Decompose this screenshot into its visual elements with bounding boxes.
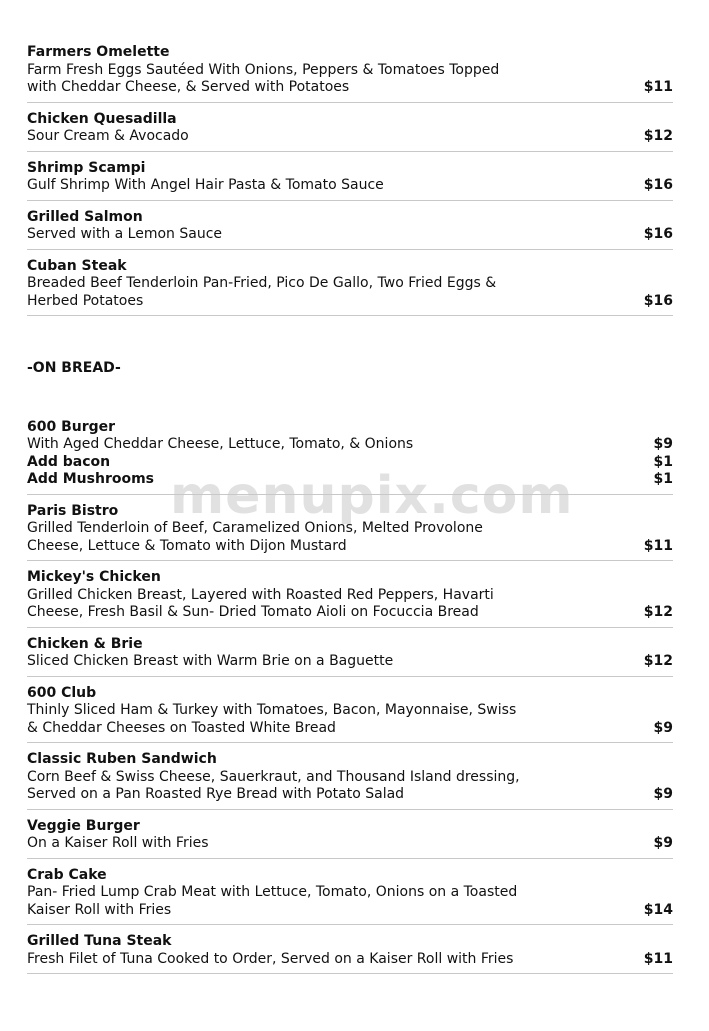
description-line: Kaiser Roll with Fries bbox=[27, 901, 172, 918]
item-price: $16 bbox=[643, 177, 673, 193]
item-price: $12 bbox=[643, 604, 673, 620]
item-price: $9 bbox=[653, 436, 673, 452]
item-name: Crab Cake bbox=[27, 866, 107, 883]
menu-list-bread bbox=[27, 503, 673, 975]
item-price: $12 bbox=[643, 653, 673, 669]
item-price: $9 bbox=[653, 786, 673, 802]
item-description bbox=[27, 226, 644, 244]
description-line: & Cheddar Cheeses on Toasted White Bread bbox=[27, 719, 336, 736]
item-row bbox=[27, 520, 673, 555]
item-name: Mickey's Chicken bbox=[27, 569, 161, 585]
item-price: $14 bbox=[643, 901, 673, 918]
menu-item bbox=[27, 933, 673, 974]
item-price: $12 bbox=[643, 128, 673, 144]
description-line: Cheese, Lettuce & Tomato with Dijon Mustard bbox=[27, 537, 347, 554]
item-price: $16 bbox=[643, 292, 673, 309]
description-line: Sour Cream & Avocado bbox=[27, 128, 189, 144]
item-name: 600 Club bbox=[27, 684, 97, 701]
description-line: Grilled Chicken Breast, Layered with Roasted Red Peppers, Havarti bbox=[27, 586, 494, 603]
item-description bbox=[27, 128, 644, 146]
description-line: Corn Beef & Swiss Cheese, Sauerkraut, and Thousand Island dressing, bbox=[27, 768, 520, 785]
menu-item bbox=[27, 867, 673, 926]
description-line: Breaded Beef Tenderloin Pan-Fried, Pico De Gallo, Two Fried Eggs & bbox=[27, 275, 497, 291]
menu-item bbox=[27, 209, 673, 250]
item-description bbox=[27, 587, 644, 622]
item-row bbox=[27, 769, 673, 804]
menu-item bbox=[27, 751, 673, 810]
description-line: Thinly Sliced Ham & Turkey with Tomatoes, Bacon, Mayonnaise, Swiss bbox=[27, 702, 517, 718]
description-line: Served with a Lemon Sauce bbox=[27, 226, 223, 242]
item-name: Paris Bistro bbox=[27, 502, 119, 519]
item-row bbox=[27, 884, 673, 919]
description-line: Sliced Chicken Breast with Warm Brie on a Baguette bbox=[27, 653, 394, 669]
menu-item bbox=[27, 818, 673, 859]
menu-item bbox=[27, 44, 673, 103]
item-row bbox=[27, 653, 673, 671]
item-name: Cuban Steak bbox=[27, 257, 127, 274]
addon-label: Add bacon bbox=[27, 453, 111, 470]
menu-item bbox=[27, 636, 673, 677]
item-description bbox=[27, 62, 644, 97]
item-description bbox=[27, 951, 644, 969]
item-price: $9 bbox=[653, 835, 673, 851]
item-description bbox=[27, 769, 654, 804]
item-description: With Aged Cheddar Cheese, Lettuce, Tomato, & Onions bbox=[27, 436, 414, 452]
item-price: $16 bbox=[643, 226, 673, 242]
item-row bbox=[27, 835, 673, 853]
item-description bbox=[27, 275, 644, 310]
item-description bbox=[27, 702, 654, 737]
menu-item-600-burger bbox=[27, 419, 673, 495]
item-name: Shrimp Scampi bbox=[27, 159, 146, 176]
item-price: $11 bbox=[643, 950, 673, 967]
description-line: Grilled Tenderloin of Beef, Caramelized Onions, Melted Provolone bbox=[27, 520, 483, 536]
description-line: Pan- Fried Lump Crab Meat with Lettuce, Tomato, Onions on a Toasted bbox=[27, 884, 518, 900]
item-name: Chicken Quesadilla bbox=[27, 110, 177, 127]
item-price: $11 bbox=[643, 79, 673, 95]
addon-price: $1 bbox=[653, 453, 673, 470]
description-line: Served on a Pan Roasted Rye Bread with Potato Salad bbox=[27, 786, 405, 802]
item-row bbox=[27, 436, 673, 454]
description-line: with Cheddar Cheese, & Served with Potatoes bbox=[27, 79, 350, 95]
item-name: 600 Burger bbox=[27, 418, 116, 435]
menu-list-top bbox=[27, 44, 673, 316]
description-line: Fresh Filet of Tuna Cooked to Order, Served on a Kaiser Roll with Fries bbox=[27, 950, 514, 967]
menu-item bbox=[27, 160, 673, 201]
item-row bbox=[27, 177, 673, 195]
item-row bbox=[27, 226, 673, 244]
menu-item bbox=[27, 569, 673, 628]
item-description bbox=[27, 884, 644, 919]
addon-price: $1 bbox=[653, 471, 673, 487]
section-title: -ON BREAD- bbox=[27, 360, 121, 376]
item-name: Grilled Tuna Steak bbox=[27, 933, 172, 949]
item-row bbox=[27, 62, 673, 97]
item-description bbox=[27, 177, 644, 195]
description-line: On a Kaiser Roll with Fries bbox=[27, 835, 209, 851]
item-name: Farmers Omelette bbox=[27, 44, 170, 60]
item-row bbox=[27, 128, 673, 146]
menu-item bbox=[27, 111, 673, 152]
addon-row bbox=[27, 471, 673, 489]
item-description bbox=[27, 835, 654, 853]
menu-item bbox=[27, 503, 673, 562]
item-name: Classic Ruben Sandwich bbox=[27, 751, 217, 767]
item-price: $9 bbox=[653, 719, 673, 736]
menu-item bbox=[27, 258, 673, 317]
description-line: Gulf Shrimp With Angel Hair Pasta & Tomato Sauce bbox=[27, 177, 384, 193]
item-row bbox=[27, 587, 673, 622]
item-row bbox=[27, 951, 673, 969]
item-name: Chicken & Brie bbox=[27, 635, 143, 652]
item-description bbox=[27, 653, 644, 671]
watermark-text: menupix.com bbox=[170, 466, 574, 526]
item-row bbox=[27, 275, 673, 310]
menu-item bbox=[27, 685, 673, 744]
description-line: Cheese, Fresh Basil & Sun- Dried Tomato Aioli on Focuccia Bread bbox=[27, 604, 479, 620]
item-description bbox=[27, 520, 644, 555]
description-line: Herbed Potatoes bbox=[27, 292, 144, 309]
item-price: $11 bbox=[643, 537, 673, 554]
menu-page bbox=[27, 44, 673, 982]
addon-row bbox=[27, 454, 673, 472]
item-row bbox=[27, 702, 673, 737]
item-name: Veggie Burger bbox=[27, 817, 140, 834]
addon-label: Add Mushrooms bbox=[27, 471, 155, 487]
description-line: Farm Fresh Eggs Sautéed With Onions, Peppers & Tomatoes Topped bbox=[27, 61, 500, 78]
item-name: Grilled Salmon bbox=[27, 208, 143, 225]
